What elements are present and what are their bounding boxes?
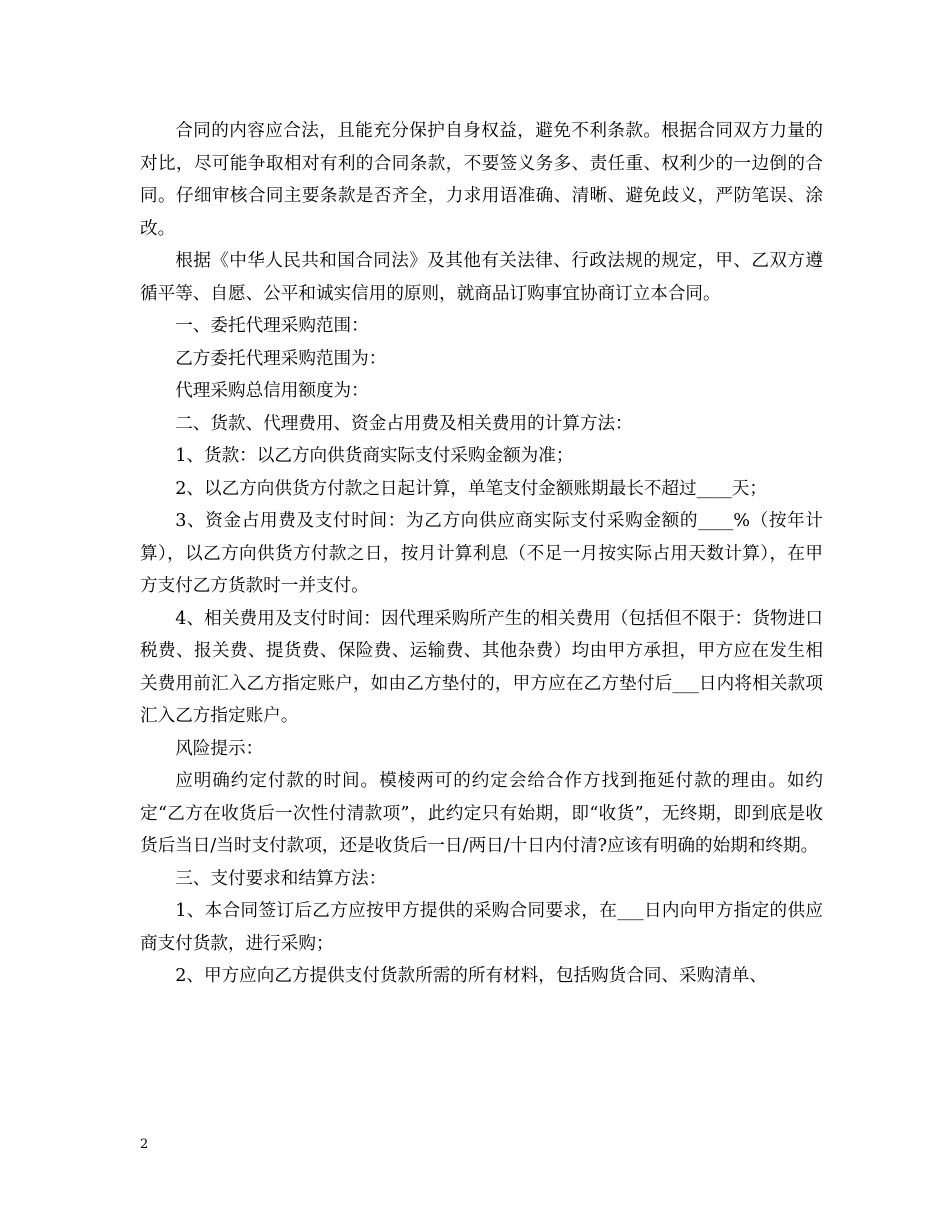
paragraph: 3、资金占用费及支付时间：为乙方向供应商实际支付采购金额的____%（按年计算），以乙方向供货方付款之日，按月计算利息（不足一月按实际占用天数计算），在甲方支付乙方货款时一并支付。 (140, 511, 823, 596)
paragraph: 根据《中华人民共和国合同法》及其他有关法律、行政法规的规定，甲、乙双方遵循平等、自愿、公平和诚实信用的原则，就商品订购事宜协商订立本合同。 (140, 251, 823, 304)
paragraph: 1、本合同签订后乙方应按甲方提供的采购合同要求，在___日内向甲方指定的供应商支付货款，进行采购； (140, 901, 823, 954)
paragraph: 2、甲方应向乙方提供支付货款所需的所有材料，包括购货合同、采购清单、 (175, 966, 767, 986)
paragraph: 合同的内容应合法，且能充分保护自身权益，避免不利条款。根据合同双方力量的对比，尽可能争取相对有利的合同条款，不要签义务多、责任重、权利少的一边倒的合同。仔细审核合同主要条款是否齐全，力求用语准确、清晰、避免歧义，严防笔误、涂改。 (140, 121, 823, 239)
paragraph: 4、相关费用及支付时间：因代理采购所产生的相关费用（包括但不限于：货物进口税费、报关费、提货费、保险费、运输费、其他杂费）均由甲方承担，甲方应在发生相关费用前汇入乙方指定账户，如由乙方垫付的，甲方应在乙方垫付后___日内将相关款项汇入乙方指定账户。 (140, 608, 823, 726)
paragraph: 代理采购总信用额度为： (175, 381, 369, 401)
section-heading: 一、委托代理采购范围： (175, 316, 369, 336)
paragraph: 乙方委托代理采购范围为： (175, 348, 387, 369)
section-heading: 二、货款、代理费用、资金占用费及相关费用的计算方法： (175, 413, 633, 434)
section-heading: 三、支付要求和结算方法： (175, 868, 387, 889)
document-body (140, 115, 823, 993)
paragraph: 应明确约定付款的时间。模棱两可的约定会给合作方找到拖延付款的理由。如约定“乙方在收货后一次性付清款项”，此约定只有始期，即“收货”，无终期，即到底是收货后当日/当时支付款项，还是收货后一日/两日/十日内付清?应该有明确的始期和终期。 (140, 771, 823, 856)
paragraph: 1、货款：以乙方向供货商实际支付采购金额为准； (175, 446, 574, 466)
risk-heading: 风险提示： (175, 738, 264, 759)
page-number: 2 (140, 1137, 149, 1152)
paragraph: 2、以乙方向供货方付款之日起计算，单笔支付金额账期最长不超过____天； (175, 478, 767, 499)
